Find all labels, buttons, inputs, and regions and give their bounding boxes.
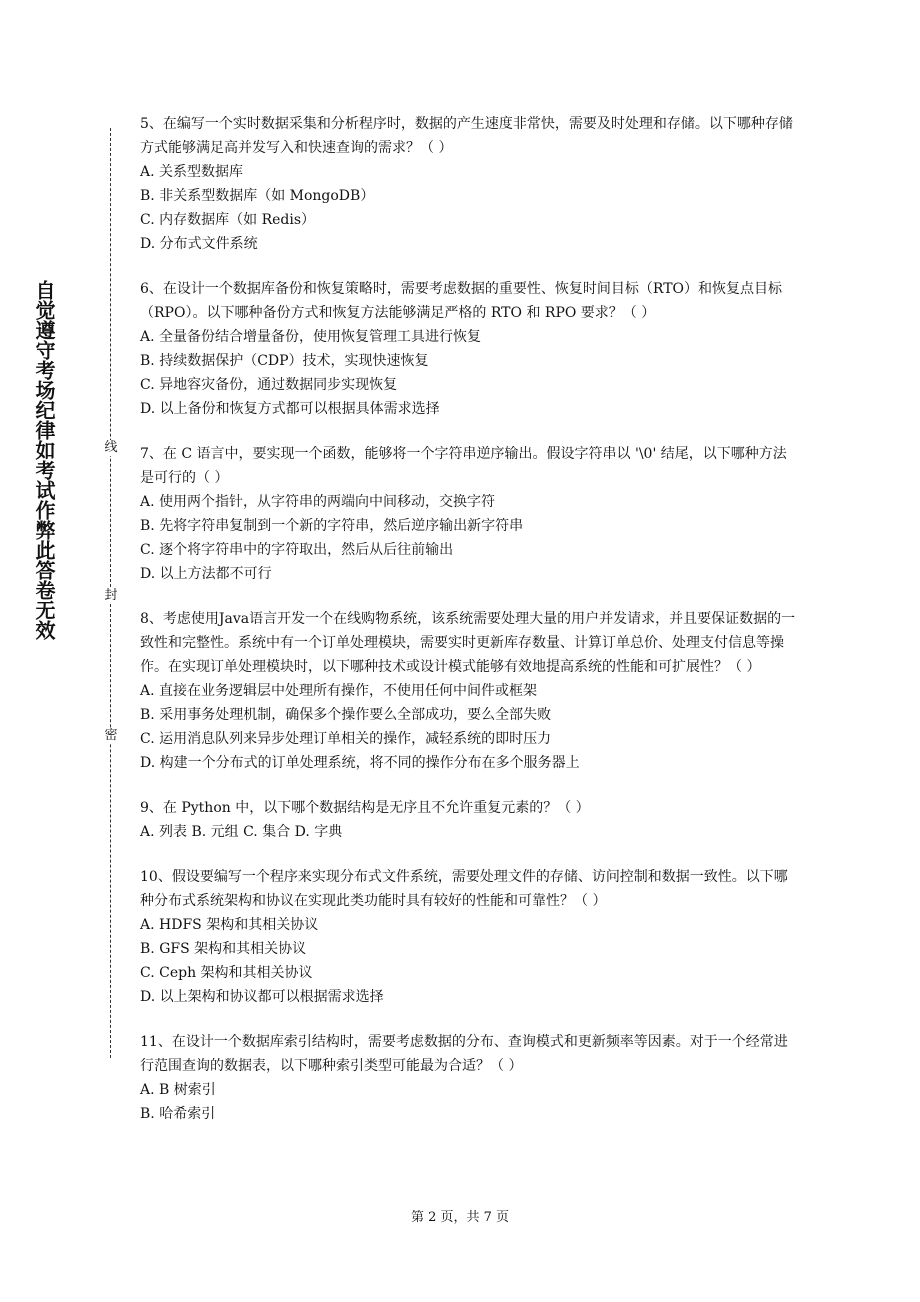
question-option: A. HDFS 架构和其相关协议: [140, 917, 319, 933]
question-option: B. GFS 架构和其相关协议: [140, 941, 307, 957]
question-option: D. 以上方法都不可行: [140, 566, 272, 582]
question-option: A. B 树索引: [140, 1082, 216, 1098]
question-stem: 8、考虑使用Java语言开发一个在线购物系统，该系统需要处理大量的用户并发请求，并且要保证数据的一致性和完整性。系统中有一个订单处理模块，需要实时更新库存数量、计算订单总价、处理支付信息等操作。在实现订单处理模块时，以下哪种技术或设计模式能够有效地提高系统的性能和可扩展性？（ ）: [140, 611, 796, 675]
question-option: A. 列表 B. 元组 C. 集合 D. 字典: [140, 824, 343, 840]
question-option: D. 以上架构和协议都可以根据需求选择: [140, 989, 384, 1005]
question-option: C. Ceph 架构和其相关协议: [140, 965, 313, 981]
page-footer: 第 2 页，共 7 页: [410, 1210, 510, 1225]
question-option: B. 持续数据保护（CDP）技术，实现快速恢复: [140, 353, 429, 369]
question-option: A. 关系型数据库: [140, 164, 244, 180]
seal-char-seal: 封: [104, 588, 118, 603]
question-option: C. 异地容灾备份，通过数据同步实现恢复: [140, 377, 398, 393]
question-option: C. 运用消息队列来异步处理订单相关的操作，减轻系统的即时压力: [140, 731, 552, 747]
question-6: [140, 277, 800, 421]
question-option: A. 直接在业务逻辑层中处理所有操作，不使用任何中间件或框架: [140, 683, 538, 699]
question-stem: 5、在编写一个实时数据采集和分析程序时，数据的产生速度非常快，需要及时处理和存储。以下哪种存储方式能够满足高并发写入和快速查询的需求？（ ）: [140, 116, 793, 156]
question-option: C. 内存数据库（如 Redis）: [140, 212, 316, 228]
question-10: [140, 865, 800, 1009]
question-option: A. 全量备份结合增量备份，使用恢复管理工具进行恢复: [140, 329, 482, 345]
question-5: [140, 112, 800, 256]
seal-char-line: 线: [104, 440, 118, 455]
seal-char-secret: 密: [104, 728, 118, 743]
question-stem: 6、在设计一个数据库备份和恢复策略时，需要考虑数据的重要性、恢复时间目标（RTO）和恢复点目标（RPO）。以下哪种备份方式和恢复方法能够满足严格的 RTO 和 RPO 要求？（ ）: [140, 281, 783, 321]
question-stem: 9、在 Python 中，以下哪个数据结构是无序且不允许重复元素的？（ ）: [140, 800, 590, 816]
question-option: C. 逐个将字符串中的字符取出，然后从后往前输出: [140, 542, 454, 558]
question-option: B. 非关系型数据库（如 MongoDB）: [140, 188, 375, 204]
question-option: B. 哈希索引: [140, 1106, 216, 1122]
question-option: D. 以上备份和恢复方式都可以根据具体需求选择: [140, 401, 440, 417]
question-option: A. 使用两个指针，从字符串的两端向中间移动，交换字符: [140, 494, 496, 510]
question-option: D. 构建一个分布式的订单处理系统，将不同的操作分布在多个服务器上: [140, 755, 580, 771]
question-11: [140, 1030, 800, 1126]
question-stem: 11、在设计一个数据库索引结构时，需要考虑数据的分布、查询模式和更新频率等因素。对于一个经常进行范围查询的数据表，以下哪种索引类型可能最为合适？（ ）: [140, 1034, 788, 1074]
question-7: [140, 442, 800, 586]
question-9: [140, 796, 800, 844]
question-8: [140, 607, 800, 775]
question-option: B. 先将字符串复制到一个新的字符串，然后逆序输出新字符串: [140, 518, 524, 534]
question-stem: 7、在 C 语言中，要实现一个函数，能够将一个字符串逆序输出。假设字符串以 '\0' 结尾，以下哪种方法是可行的（ ）: [140, 446, 787, 486]
question-option: B. 采用事务处理机制，确保多个操作要么全部成功，要么全部失败: [140, 707, 552, 723]
exam-discipline-note: 自觉遵守考场纪律如考试作弊此答卷无效: [32, 280, 56, 640]
question-option: D. 分布式文件系统: [140, 236, 258, 252]
question-stem: 10、假设要编写一个程序来实现分布式文件系统，需要处理文件的存储、访问控制和数据一致性。以下哪种分布式系统架构和协议在实现此类功能时具有较好的性能和可靠性？（ ）: [140, 869, 788, 909]
question-list: [140, 112, 800, 1147]
